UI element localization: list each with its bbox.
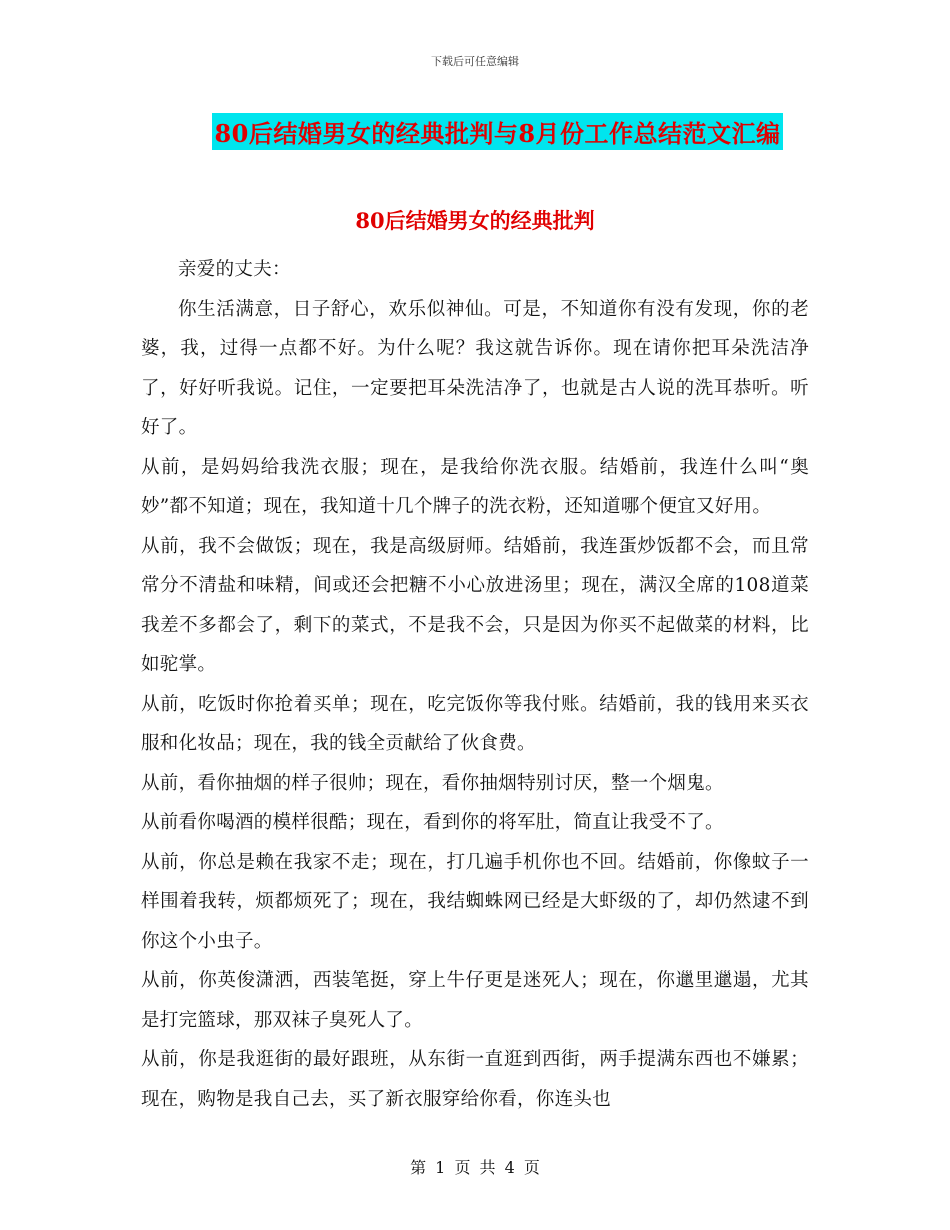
paragraph: 从前，是妈妈给我洗衣服；现在，是我给你洗衣服。结婚前，我连什么叫“奥妙”都不知道；现在，我知道十几个牌子的洗衣粉，还知道哪个便宜又好用。 bbox=[141, 456, 809, 517]
page-number: 第 1 页 共 4 页 bbox=[410, 1158, 540, 1177]
salutation: 亲爱的丈夫： bbox=[178, 259, 291, 280]
paragraph: 你生活满意，日子舒心，欢乐似神仙。可是，不知道你有没有发现，你的老婆，我，过得一点都不好。为什么呢？我这就告诉你。现在请你把耳朵洗洁净了，好好听我说。记住，一定要把耳朵洗洁净了，也就是古人说的洗耳恭听。听好了。 bbox=[141, 298, 809, 438]
paragraph: 从前，看你抽烟的样子很帅；现在，看你抽烟特别讨厌，整一个烟鬼。 bbox=[141, 772, 724, 794]
header-note: 下载后可任意编辑 bbox=[431, 55, 519, 68]
paragraph: 从前，我不会做饭；现在，我是高级厨师。结婚前，我连蛋炒饭都不会，而且常常分不清盐和味精，间或还会把糖不小心放进汤里；现在，满汉全席的108道菜我差不多都会了，剩下的菜式，不是我不会，只是因为你买不起做菜的材料，比如驼掌。 bbox=[141, 535, 809, 675]
paragraph: 从前看你喝酒的模样很酷；现在，看到你的将军肚，简直让我受不了。 bbox=[141, 812, 724, 833]
main-title: 80后结婚男女的经典批判与8月份工作总结范文汇编 bbox=[212, 113, 782, 150]
main-title-container bbox=[0, 113, 950, 150]
paragraph: 从前，吃饭时你抢着买单；现在，吃完饭你等我付账。结婚前，我的钱用来买衣服和化妆品；现在，我的钱全贡献给了伙食费。 bbox=[141, 693, 809, 754]
document-body bbox=[141, 250, 809, 1119]
paragraph: 从前，你总是赖在我家不走；现在，打几遍手机你也不回。结婚前，你像蚊子一样围着我转，烦都烦死了；现在，我结蜘蛛网已经是大虾级的了，却仍然逮不到你这个小虫子。 bbox=[141, 851, 809, 952]
paragraph: 从前，你是我逛街的最好跟班，从东街一直逛到西街，两手提满东西也不嫌累；现在，购物是我自己去，买了新衣服穿给你看，你连头也 bbox=[141, 1049, 809, 1110]
paragraph: 从前，你英俊潇洒，西装笔挺，穿上牛仔更是迷死人；现在，你邋里邋遢，尤其是打完篮球，那双袜子臭死人了。 bbox=[141, 970, 809, 1031]
sub-title: 80后结婚男女的经典批判 bbox=[355, 208, 595, 233]
